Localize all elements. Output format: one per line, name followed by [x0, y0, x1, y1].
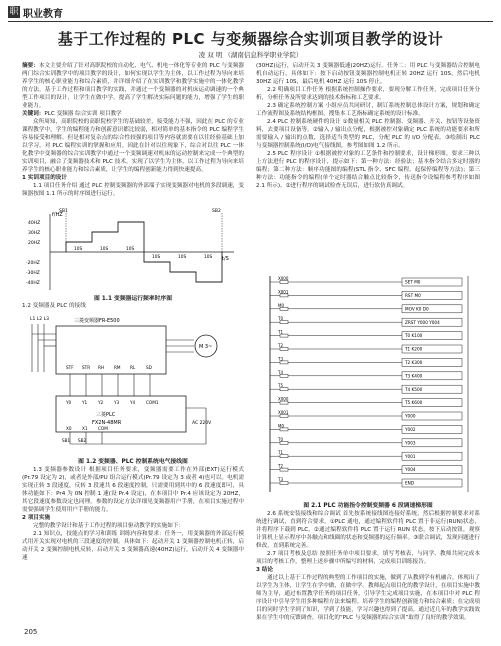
page-number: 205: [24, 628, 38, 636]
contact-symbol: [280, 307, 288, 310]
contact-symbol: [280, 374, 288, 377]
section-1-1: 1.1 项目任务介绍 通过 PLC 控制变频器的外部端子实现变频器对电机的多段调速，变频器按图 1.1 所示的时序图进行运行。: [22, 183, 244, 197]
continued-paragraph: (30HZ)运行，启动开关 3 变频器低速(20HZ)运行。任务二：用 PLC 与变频器结合控制电机自动运行，具体如下：按下启动按钮变频器控制电机正转 20HZ 运行 10S，然后电机 30HZ 运行 10S，最后电机 40HZ 运行 10S 停止。: [256, 63, 480, 85]
contact-label: T0: [278, 316, 283, 322]
section-3-heading: 3 结论: [256, 567, 274, 573]
freq-label-m20: -20HZ: [26, 261, 40, 266]
time-label: 10S: [126, 247, 135, 252]
keywords-label: 关键词：: [22, 111, 45, 117]
section-2-4: 2.4 PLC 控制系统硬件的设计 ①数量相关 PLC 控制器、变频器、开关、按钮等设备资料，去要项目设备等。②输入 / 输出点分配，根据被控对象确定 PLC 系统的功能要求和所需要输入 / 输出的点数，选择适当类型的 PLC，分配 PLC 的 I/O 分配表。③绘制出 PLC 与变频器控制系统(I/O)电气接线图，参考图如图 1.2 所示。: [256, 119, 480, 149]
plc-model: FX2N-48MR: [92, 420, 122, 426]
instruction-text: T5 K600: [405, 400, 423, 406]
plc-input: X1: [82, 426, 88, 431]
sb2-switch: SB2: [78, 438, 87, 443]
ladder-diagram: [262, 272, 476, 498]
instruction-text: Y003: [405, 440, 416, 446]
figure-1-1-caption: 图 1.1 变频器运行频率时序图: [93, 296, 173, 302]
freq-label-30: 30HZ: [28, 231, 41, 236]
section-1-heading: 1 实训项目的设计: [22, 175, 67, 181]
sb1-label: SB1: [59, 209, 68, 214]
plc-output: Y3: [114, 400, 120, 405]
time-label: 10S: [178, 255, 187, 260]
plc-output: Y2: [98, 400, 104, 405]
contact-symbol: [280, 415, 288, 418]
right-column-top: [256, 62, 480, 190]
contact-label: M0: [278, 423, 284, 429]
contact-symbol: [280, 468, 288, 471]
section-1-3: 1.3 变频器参数设计 根据项目任务要求，变频器需要工作在外部(EXT)运行模式(Pr.79 设定为 2)，或者是外部/PU 组合运行模式(Pr.79 设定为 3 或者 4)也可以。电机需实现正转 3 段速度，反转 3 段速共 6 段速度控制，只需要用到其中的 6 段速度即可，具体功能如下：Pr4 为 0N 控制 1 速(设 Pr.4 设定)，在本项目中 Pr.4 应该设定为 20HZ，其它段速度参数设定也同理。参数的设定方法详细见变频器用户手册，在项目实施过程中需要强调学生使用用户手册的能力。: [22, 467, 244, 513]
instruction-text: MOV K0 D0: [405, 306, 429, 312]
contact-label: T3: [278, 356, 283, 362]
abstract-label: 摘要：: [22, 63, 39, 69]
section-2-7: 2.7 项目考核及总结 按照任务单中项目要求，填写考核表，与同学、教师共同完成本项目的考核工作，整理上述步骤中所编写的材料，完成项目训练报告。: [256, 551, 480, 565]
contact-symbol: [280, 321, 288, 324]
contact-label: T2: [278, 343, 283, 348]
vfd-term: STF: [66, 365, 74, 370]
contact-symbol: [280, 455, 288, 458]
time-label: 10S: [204, 255, 213, 260]
instruction-text: ZRST Y000 Y004: [405, 319, 440, 325]
paper-authors: 凌 双 明 （湖南信息科学职业学院）: [198, 51, 303, 59]
contact-label: T1: [278, 329, 283, 335]
contact-symbol: [280, 441, 288, 444]
section-2-6: 2.6 系统安装接线和综合调试 首先按系统接线图连接好系统，然后根据控制要求对系统进行调试，直到符合要求。①PLC 通电，通过编程软件将 PLC 置于非运行(RUN)状态，并将程序下载到 PLC。②通过编程软件将 PLC 置于运行 RUN 状态，按下启动按钮，观察计算机上显示程序中各触点和线圈的状态和变频器的运行频率。③联合调试，发现问题进行修改，直到系统完善。: [256, 511, 480, 549]
figure-2-1-caption: 图 2.1 PLC 功能指令控制变频器 6 段调速梯形图: [303, 503, 433, 509]
plc-box: [56, 396, 186, 432]
section-2-1: 2.1 知识点，技能点的学习和训练 训练内容和要求：任务一，用变频器的外部运行模式用开关实现对电机的三段速度的控制。具体如下：起动开关 1 变频器控制电机正转，启动开关 2 变频控制电机反转，启动开关 3 变频器高速(40HZ)运行，启动开关 4 变频器中速: [22, 531, 244, 561]
header-rule: [8, 21, 493, 22]
time-label: 10S: [100, 247, 109, 252]
right-column-bottom: [256, 510, 480, 622]
keywords-text: PLC 变频器 综合实训 项目教学: [44, 111, 122, 117]
axis-f-label: f/HZ: [52, 212, 63, 218]
contact-symbol: [280, 334, 288, 337]
contact-symbol: [280, 482, 288, 485]
section-2-5: 2.5 PLC 程序设计 ①根据被控对象的工艺条件和控制要求，设计梯形图。要求三种以上方法进行 PLC 的程序设计，提示如下：第一种方法：经验法；基本指令结合多定时器的编程；第二种方法：顺序功能图的编程(STL 指令、SFC 编程，起保停编程等方法)；第三种方法：功能指令的编程(单个定时器结合触点比较指令，传送指令设编程参考程序如图 2.1 所示)。②进行程序的调试检查无误后，进行软仿真调试。: [256, 151, 480, 189]
contact-label: M0: [278, 302, 284, 308]
contact-label: T3: [278, 477, 283, 482]
contact-symbol: [280, 428, 288, 431]
freq-label-m30: -30HZ: [26, 271, 40, 276]
instruction-text: Y004: [405, 467, 416, 473]
instruction-text: T0 K100: [405, 333, 423, 339]
freq-label-m40: -40HZ: [26, 281, 40, 286]
instruction-text: T4 K500: [405, 386, 423, 392]
plc-label: 三菱PLC: [96, 412, 116, 418]
ac-power-label: AC 220V: [192, 421, 212, 426]
axis-t-label: t/S: [222, 256, 229, 262]
plc-output: Y4: [130, 400, 136, 405]
contact-label: X000: [278, 276, 289, 281]
journal-header: [8, 4, 63, 20]
instruction-text: RST M0: [405, 293, 421, 298]
motor-label: M 3~: [199, 344, 213, 350]
section-1-2-block: [22, 302, 244, 310]
time-label: 10S: [152, 255, 161, 260]
abstract-text: 本文主要介绍了针对高职院校的自动化、电气、机电一体化等专业的 PLC 与变频器两门综合实训教学中的项目教学的设计，如何实现以学生为主体，以工作过程为导向来培养学生的核心职业能力和综合素质，并详细介绍了在实训教学和教学实施中的一体化教学的方法，基于工作过程和项目教学的实践，并通过一个变频器的对机床运动调速的一个典型工作项目的设计，让学生在做中学，提高了学生解决实际问题的能力，增强了学生的职业能力。: [22, 63, 244, 109]
contact-label: T4: [278, 369, 283, 375]
contact-label: X001: [278, 410, 289, 415]
power-lines-label: L1 L2 L3: [30, 317, 49, 322]
section-label: 职业教育: [23, 8, 63, 20]
vfd-term: STR: [82, 365, 91, 370]
ladder-rungs: [270, 276, 462, 487]
vfd-term: RM: [114, 365, 121, 370]
contact-label: X000: [278, 396, 289, 402]
figure-1-2-caption: 图 1.2 变频器、PLC 控制系统电气接线图: [78, 459, 188, 465]
section-2-heading: 2 项目实施: [22, 515, 51, 521]
contact-symbol: [280, 281, 288, 284]
contact-label: T0: [278, 436, 283, 442]
left-column-top: [22, 62, 244, 198]
instruction-text: Y001: [405, 453, 416, 459]
contact-symbol: [280, 348, 288, 351]
instruction-text: Y000: [405, 413, 416, 419]
vfd-term: RL: [130, 365, 136, 370]
vfd-term: SD: [146, 365, 152, 370]
contact-symbol: [280, 361, 288, 364]
contact-label: X001: [278, 289, 289, 295]
sb2-label: SB2: [212, 209, 221, 214]
instruction-text: T3 K400: [405, 373, 423, 379]
paper-title: 基于工作过程的 PLC 与变频器综合实训项目教学的设计: [57, 30, 444, 48]
conclusion-paragraph: 通过以上基于工作过程的典型的工作项目的实施，做到了从教到学有机融合，体现出了以学生为主体，让学生在学中做，在做中学。教师起点项目化的教学设计，在项目实施中教师为主导，通过布置教学任务的项目任务，引导学生完成项目实施，在本项目中对 PLC 程序设计中引导学生用多种编程方法来编程。培养学生的编程创新能力和综合素质；在完成项目的同时学生学到了知识，学到了技能，学习兴趣也得到了提高。通过近几年的教学实践效果在学生中的反馈调查，项目化的“PLC 与变频器的综合实训”取得了良好的教学效果。: [256, 575, 480, 621]
contact-label: T1: [278, 450, 283, 456]
section-1-2-heading: 1.2 变频器及 PLC 的接线: [22, 303, 86, 309]
instruction-text: SET M0: [405, 279, 421, 285]
intro-paragraph: 众所周知，高职院校的高职院校学生的基础较差，接受能力不强，因此在 PLC 的专业课程教学中，学生的编程能力和创新意识都比较弱，相对简单的基本指令的 PLC 编程学生容易接受和理解。但是相对复杂点的综合性较强的项目等内容就需要在以往经验基础上加以学习，对 PLC 编程实训的掌握和应用。因此在针对以往现象下，综合对以往 PLC 一体化教学中变频器的综合实训教学中通过一个变频调速对机床的运动控制来完成一个典型的实训项目，融合了变频器技术和 PLC 技术，实现了以学生为主体，以工作过程为导向来培养学生的核心职业能力和综合素质，让学生的编程创新能力得到快速提高。: [22, 119, 244, 173]
timing-diagram: [26, 208, 240, 292]
instruction-text: Y002: [405, 427, 416, 432]
contact-symbol: [280, 294, 288, 297]
plc-input: COM: [98, 426, 108, 431]
contact-symbol: [280, 388, 288, 391]
section-2-3: 2.3 确定系统控制方案 小组应员共同研讨，制订系统控制总体设计方案，规划和确定工作流程图及系统结构框图，搜集本工艺指标确定系统的设计标准。: [256, 103, 480, 117]
freq-label-40: 40HZ: [28, 221, 41, 226]
wiring-diagram: [26, 312, 240, 454]
freq-label-20: 20HZ: [28, 241, 41, 246]
left-column-bottom: [22, 466, 244, 562]
instruction-text: T2 K300: [405, 360, 423, 365]
sb1-switch: SB1: [62, 438, 71, 443]
plc-input: X0: [66, 426, 72, 431]
section-2-intro: 完整的教学设计和基于工作过程的项目驱动教学的实施如下：: [33, 523, 185, 529]
section-2-2: 2.2 明确项目工作任务 根据系统控制操作要求，要现分解工作任务，完成项目任务分析，分析任务及所要求达到的技术指标和工艺要求。: [256, 87, 480, 101]
instruction-text: T1 K200: [405, 346, 423, 352]
contact-symbol: [280, 401, 288, 404]
plc-output: COM1: [146, 400, 159, 405]
vfd-term: RH: [98, 365, 105, 370]
instruction-text: END: [405, 480, 415, 486]
plc-output: Y0: [66, 400, 72, 405]
vfd-label: 三菱变频器FR-E500: [74, 318, 120, 324]
contact-label: T5: [278, 383, 283, 389]
contact-label: T2: [278, 463, 283, 469]
time-label: 10S: [74, 247, 83, 252]
section-icon: 职: [9, 7, 19, 17]
plc-output: Y1: [82, 400, 88, 405]
